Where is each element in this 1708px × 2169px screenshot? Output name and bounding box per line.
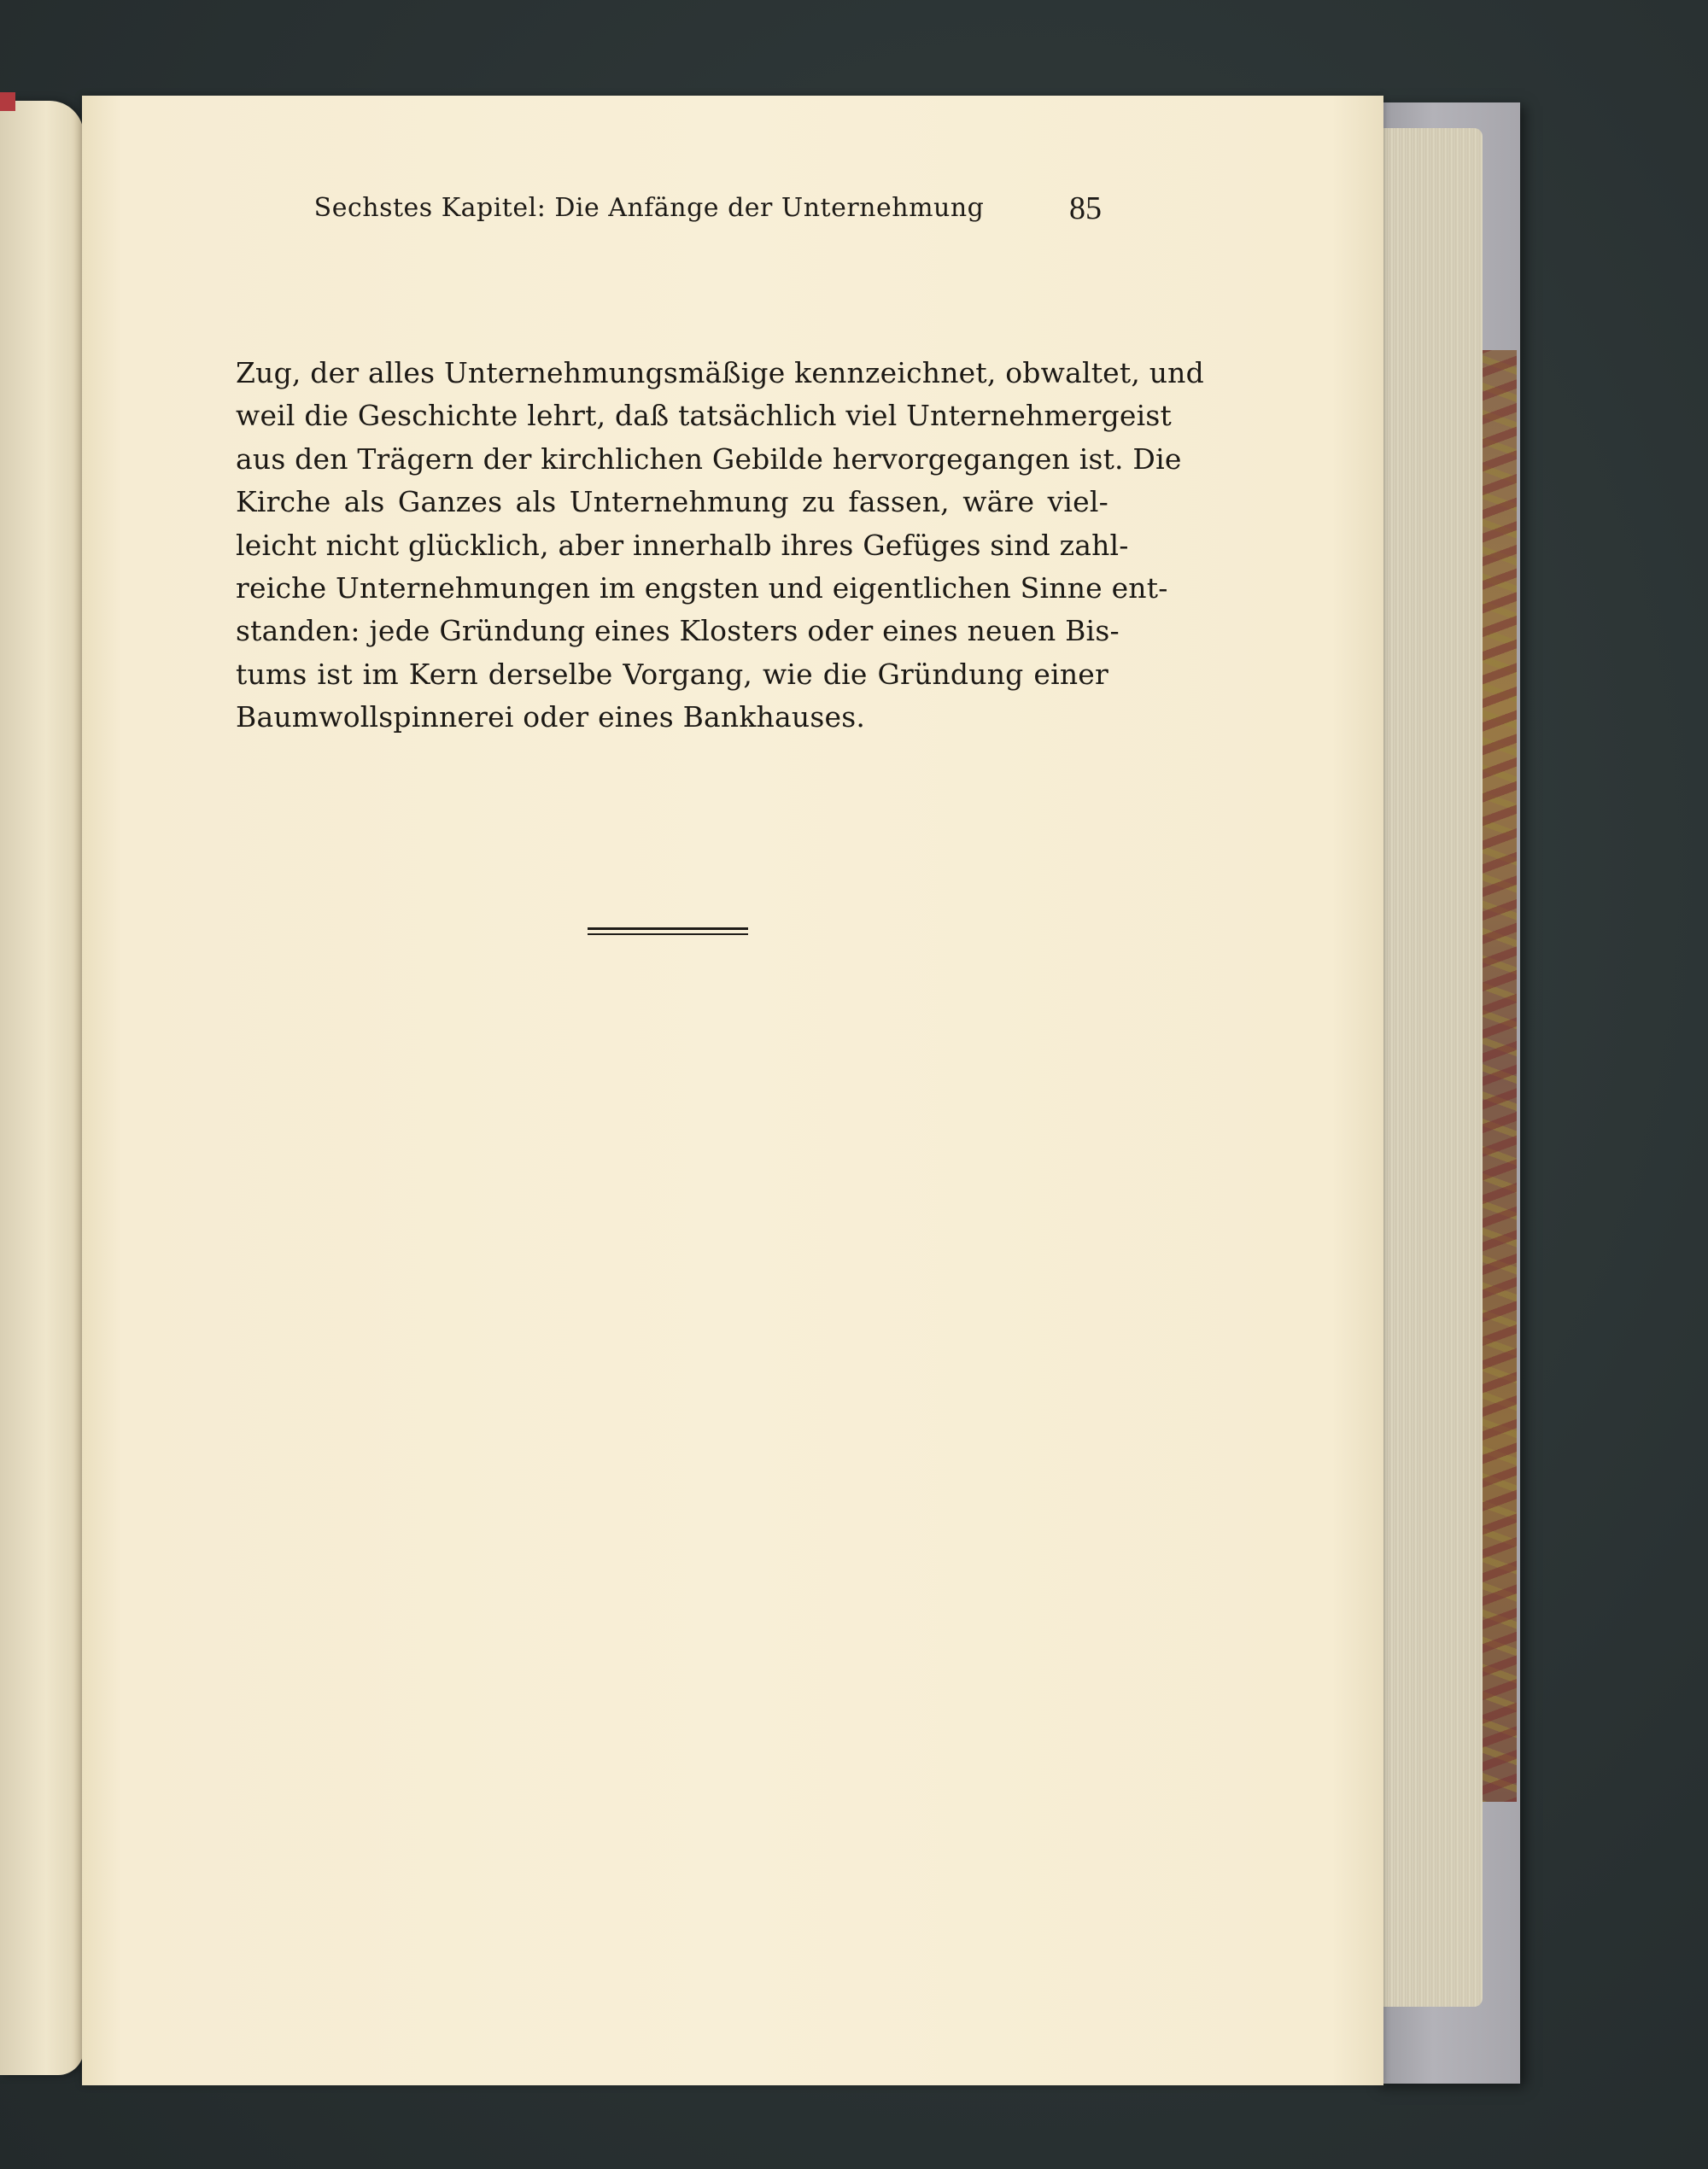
text-line: Kirche als Ganzes als Unternehmung zu fassen, wäre viel-	[236, 485, 1108, 519]
text-line: reiche Unternehmungen im engsten und eigentlichen Sinne ent-	[236, 570, 1168, 605]
end-rule-thin	[588, 933, 748, 935]
text-line: leicht nicht glücklich, aber innerhalb ihres Gefüges sind zahl-	[236, 528, 1129, 562]
running-head-title: Sechstes Kapitel: Die Anfänge der Unternehmung	[313, 193, 985, 223]
text-line: Zug, der alles Unternehmungsmäßige kennzeichnet, obwaltet, und	[236, 356, 1204, 389]
running-head	[282, 190, 1102, 244]
body-paragraph	[236, 352, 1204, 740]
left-facing-page	[0, 101, 84, 2075]
left-page-edge-marker	[0, 92, 15, 111]
end-rule-thick	[588, 927, 748, 930]
text-line: Baumwollspinnerei oder eines Bankhauses.	[236, 700, 866, 734]
page-number: 85	[1069, 190, 1102, 226]
text-line: aus den Trägern der kirchlichen Gebilde hervorgegangen ist. Die	[236, 441, 1182, 476]
text-line: weil die Geschichte lehrt, daß tatsächlich viel Unternehmergeist	[236, 399, 1172, 433]
chapter-end-rule	[588, 927, 748, 936]
page-fore-edge	[1382, 128, 1483, 2007]
text-line: standen: jede Gründung eines Klosters oder eines neuen Bis-	[236, 614, 1120, 648]
text-line: tums ist im Kern derselbe Vorgang, wie die Gründung einer	[236, 657, 1108, 691]
